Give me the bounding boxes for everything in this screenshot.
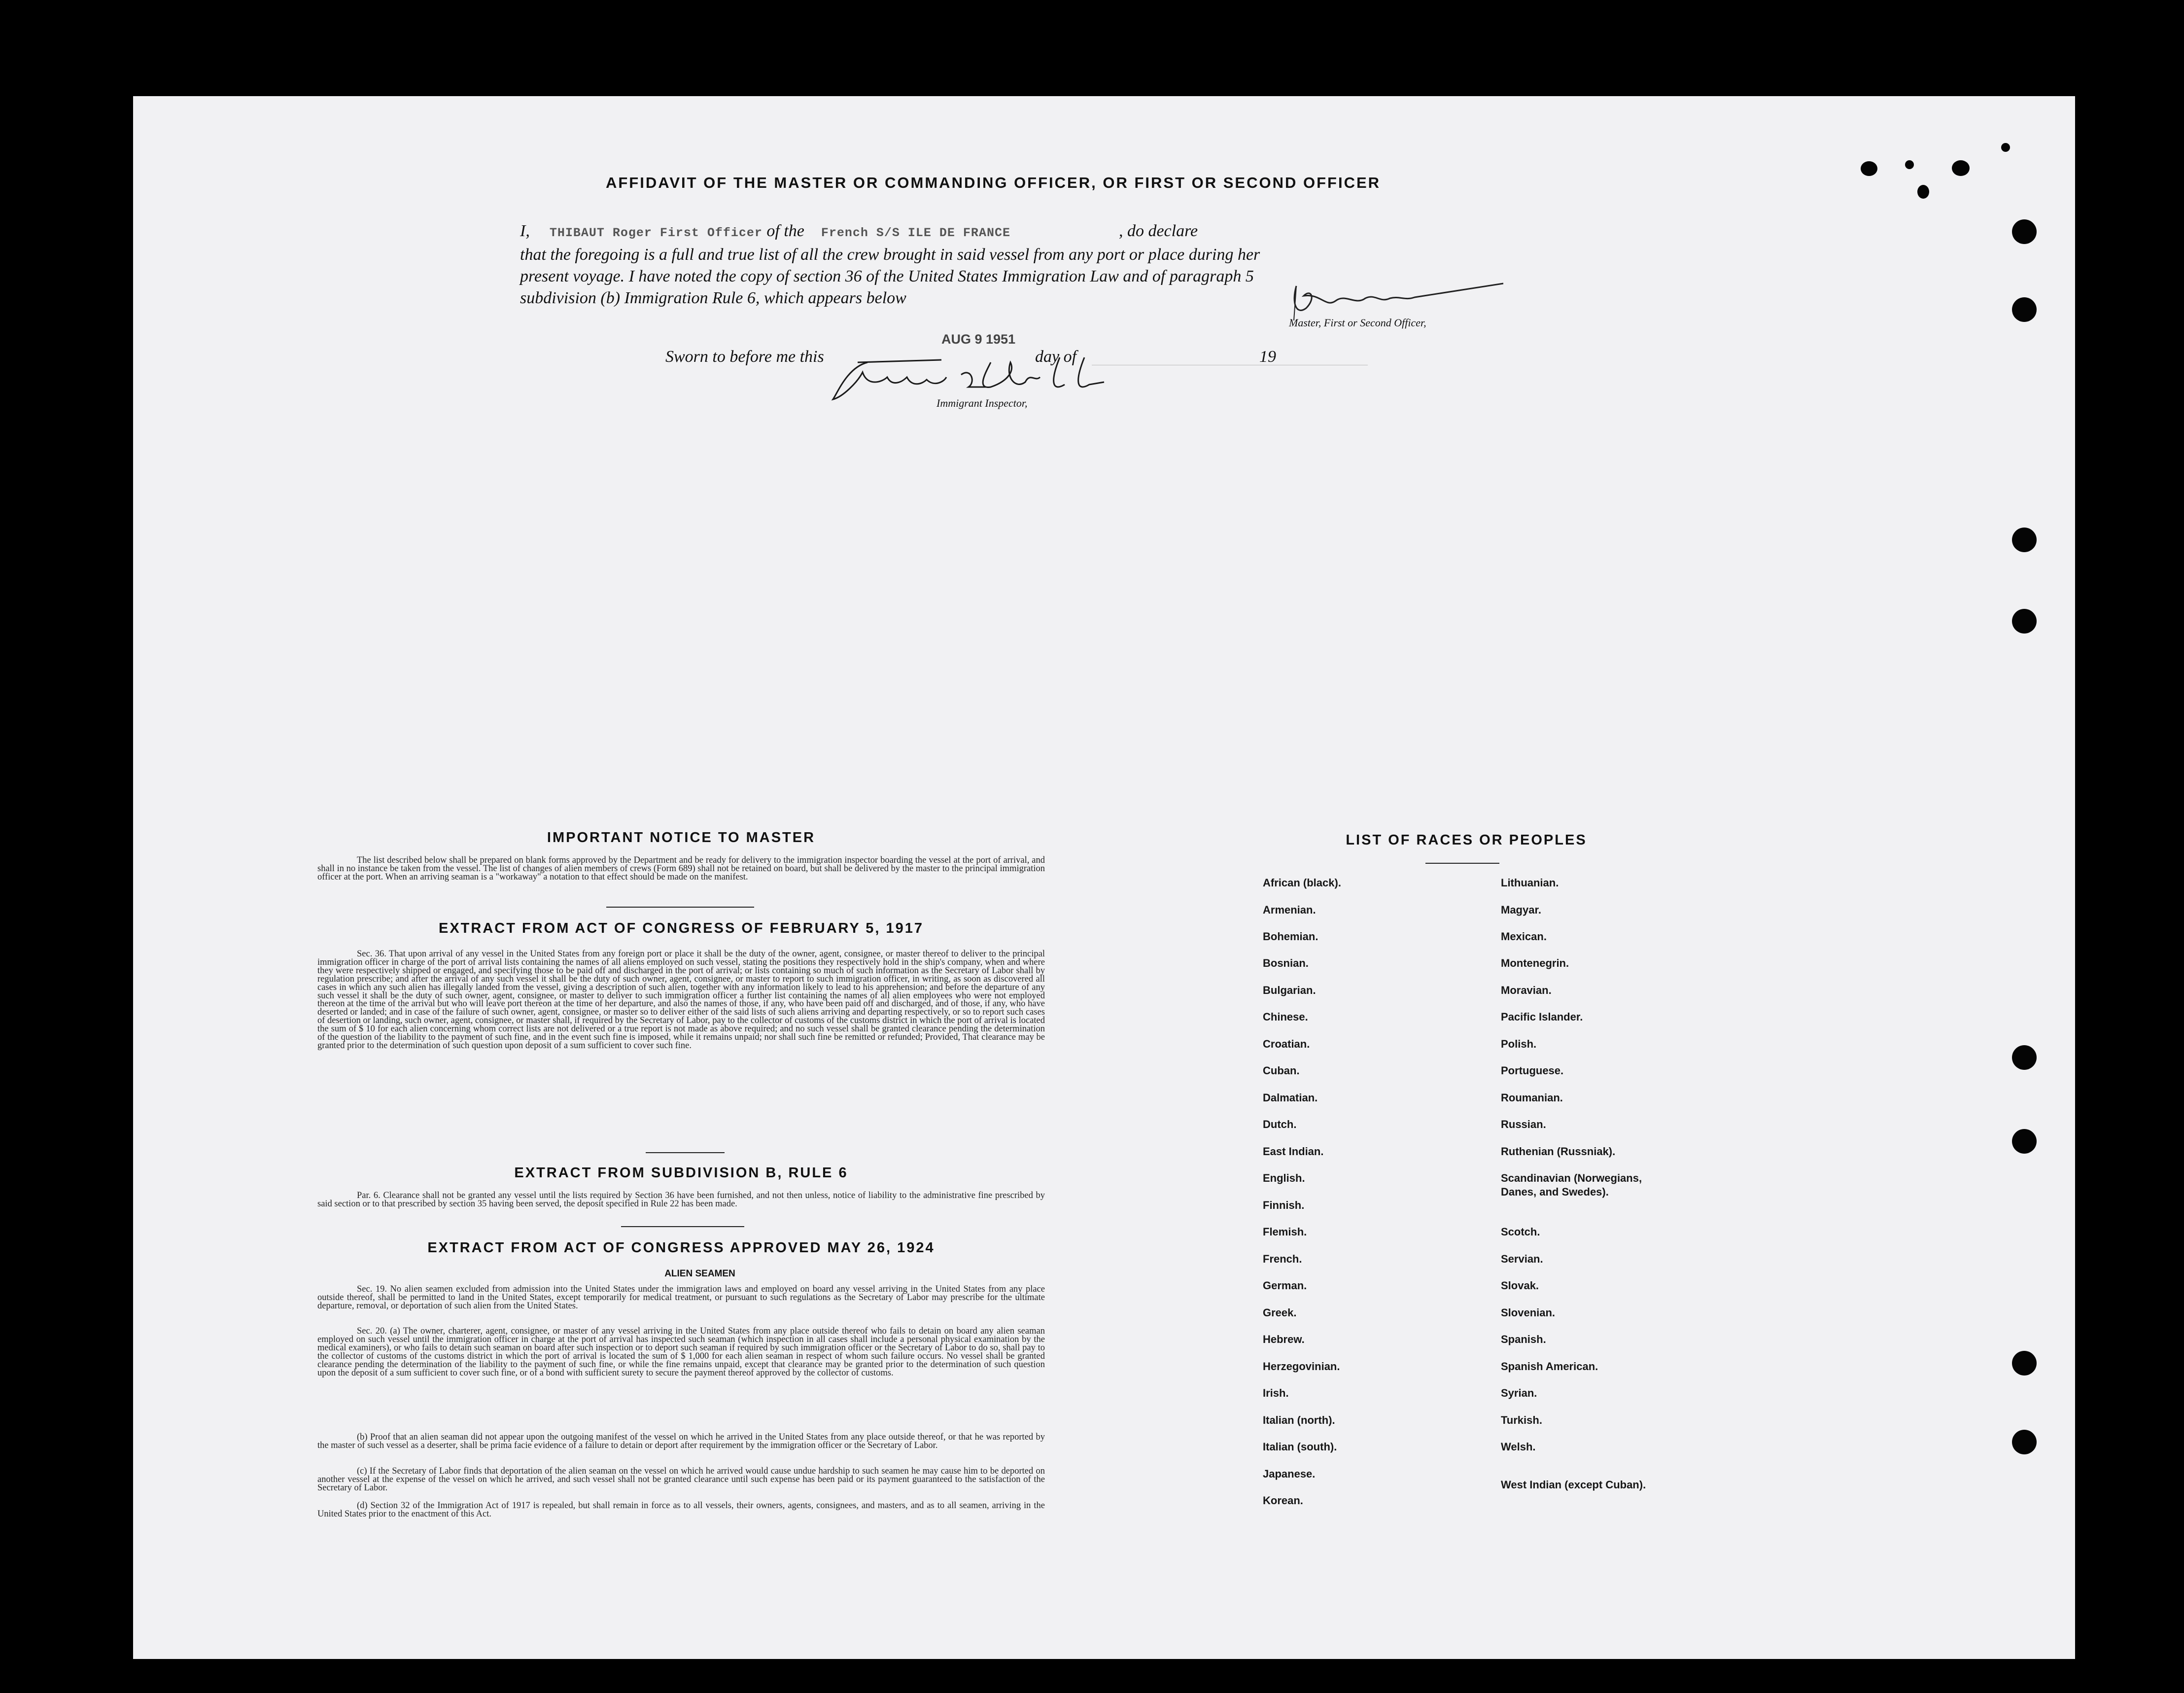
race-item: Irish. [1263,1387,1289,1399]
race-item: Mexican. [1501,930,1547,943]
race-item: West Indian (except Cuban). [1501,1479,1646,1491]
race-item: Greek. [1263,1306,1297,1319]
race-item: Portuguese. [1501,1064,1564,1077]
do-declare-text: , do declare [1118,222,1198,240]
ink-spot [2001,143,2010,152]
race-item: German. [1263,1279,1307,1292]
race-item: Slovak. [1501,1279,1539,1292]
extract-rule6-title: EXTRACT FROM SUBDIVISION B, RULE 6 [514,1165,848,1181]
race-item: English. [1263,1172,1305,1184]
race-item: Armenian. [1263,904,1316,916]
sec20c-text: (c) If the Secretary of Labor finds that deportation of the alien seaman on the vessel on which he arrived would cause undue hardship to such seamen he may cause him to be deported on another vessel at the expense of the vessel on which he arrived, and such vessel shall not be granted clearance until such expense has been paid or its payment guaranteed to the satisfaction of the Secretary of Labor. [317,1466,1045,1493]
punch-hole [2012,297,2037,322]
race-item: East Indian. [1263,1145,1324,1158]
year-prefix: 19 [1259,348,1276,366]
punch-hole [2012,609,2037,634]
alien-seamen-subtitle: ALIEN SEAMEN [664,1269,735,1279]
race-item: Herzegovinian. [1263,1360,1340,1373]
punch-hole [2012,1430,2037,1454]
ink-spot [1952,160,1970,176]
race-item: Syrian. [1501,1387,1537,1399]
races-title-rule [1425,863,1499,864]
race-item: Slovenian. [1501,1306,1556,1319]
extract-1917-text: Sec. 36. That upon arrival of any vessel in the United States from any foreign port or place it shall be the duty of the owner, agent, consignee, or master thereof to deliver to the principal immigration officer in charge of the port of arrival lists containing the names of all aliens employed on such vessel, stating the positions they respectively hold in the ship's company, when and where they were respectively shipped or engaged, and specifying those to be paid off and discharged in the port of arrival; or lists containing so much of such information as the Secretary of Labor shall by regulation prescribe; and after the arrival of any such vessel it shall be the duty of such owner, agent, consignee, or master to report to such immigration officer, in writing, as soon as discovered all cases in which any such alien has illegally landed from the vessel, giving a description of such alien, together with any information likely to lead to his apprehension; and before the departure of any such vessel it shall be the duty of such owner, agent, consignee, or master to deliver to such immigration officer a further list containing the names of all alien employees who were not employed thereon at the time of the arrival but who will leave port thereon at the time of her departure, and also the names of those, if any, who have been paid off and discharged, and of those, if any, who have deserted or landed; and in case of the failure of such owner, agent, consignee, or master so to deliver either of the said lists of such aliens arriving and departing respectively, or so to report such cases of desertion or landing, such owner, agent, consignee, or master shall, if required by the Secretary of Labor, pay to the collector of customs of the customs district in which the port of arrival is located the sum of $ 10 for each alien concerning whom correct lists are not delivered or a true report is not made as above required; and no such vessel shall be granted clearance pending the determination of the question of the liability to the payment of such fine, and in the event such fine is imposed, while it remains unpaid; nor shall such fine be remitted or refunded; Provided, That clearance may be granted prior to the determination of such question upon deposit of a sum sufficient to cover such fine. [317,949,1045,1051]
notice-title: IMPORTANT NOTICE TO MASTER [547,830,816,846]
document-sheet [133,96,2075,1659]
of-the-text: of the [766,222,804,240]
officer-signature [1282,274,1503,323]
sec20b-text: (b) Proof that an alien seaman did not appear upon the outgoing manifest of the vessel on which he arrived in the United States from any place outside thereof, or that he was reported by the master of such vessel as a deserter, shall be prima facie evidence of a failure to detain or deport after requirement by the immigration officer or the Secretary of Labor. [317,1432,1045,1450]
race-item: Flemish. [1263,1226,1307,1238]
race-item: Croatian. [1263,1038,1310,1050]
race-item: Spanish American. [1501,1360,1598,1373]
race-item: Roumanian. [1501,1092,1563,1104]
race-item: Italian (north). [1263,1414,1335,1426]
extract-rule6-text: Par. 6. Clearance shall not be granted any vessel until the lists required by Section 36 have been furnished, and not then unless, notice of liability to the administrative fine prescribed by said section or to that prescribed by section 35 having been served, the deposit specified in Rule 22 has been made. [317,1191,1045,1209]
punch-hole [2012,1351,2037,1376]
race-item: Dutch. [1263,1118,1297,1130]
declaration-line-3: present voyage. I have noted the copy of section 36 of the United States Immigration Law and of paragraph 5 [520,267,1254,285]
race-item: Pacific Islander. [1501,1011,1583,1023]
race-item: Scandinavian (Norwegians, Danes, and Swedes). [1501,1172,1642,1198]
punch-hole [2012,1045,2037,1070]
race-item: Ruthenian (Russniak). [1501,1145,1616,1158]
sec19-text: Sec. 19. No alien seamen excluded from admission into the United States under the immigration laws and employed on board any vessel arriving in the United States from any place outside thereof, shall be permitted to land in the United States, except temporarily for medical treatment, or pursuant to such regulations as the Secretary of Labor may prescribe for the ultimate departure, removal, or deportation of such alien from the United States. [317,1284,1045,1311]
date-stamp: AUG 9 1951 [941,332,1016,347]
officer-caption: Master, First or Second Officer, [1289,317,1426,329]
extract-1924-title: EXTRACT FROM ACT OF CONGRESS APPROVED MAY 26, 1924 [427,1240,935,1256]
punch-hole [2012,1129,2037,1154]
race-item: Russian. [1501,1118,1546,1130]
race-item: Spanish. [1501,1333,1546,1345]
race-item: Hebrew. [1263,1333,1305,1345]
race-item: Moravian. [1501,984,1552,996]
race-item: Scotch. [1501,1226,1540,1238]
sworn-text: Sworn to before me this [665,348,824,366]
race-item: Magyar. [1501,904,1541,916]
race-item: African (black). [1263,877,1341,889]
extract-1917-title: EXTRACT FROM ACT OF CONGRESS OF FEBRUARY 5, 1917 [438,920,924,936]
race-item: Dalmatian. [1263,1092,1318,1104]
race-item: Polish. [1501,1038,1537,1050]
typed-vessel-name: French S/S ILE DE FRANCE [821,226,1010,240]
sec20-text: Sec. 20. (a) The owner, charterer, agent, consignee, or master of any vessel arriving in the United States from any place outside thereof who fails to detain on board any alien seaman employed on such vessel until the immigration officer in charge at the port of arrival has inspected such seaman (which inspection in all cases shall include a personal physical examination by the medical examiners), or who fails to detain such seaman on board after such inspection or to deport such seaman if required by such immigration officer or the Secretary of Labor to do so, shall pay to the collector of customs of the customs district in which the port of arrival is located the sum of $ 1,000 for each alien seaman in respect of whom such failure occurs. No vessel shall be granted clearance pending the determination of the liability to the payment of such fine, or while the fine remains unpaid, except that clearance may be granted prior to the determination of such question upon the deposit of a sum sufficient to cover such fine, or of a bond with sufficient surety to secure the payment thereof approved by the collector of customs. [317,1326,1045,1378]
ink-spot [1917,185,1929,199]
race-item: French. [1263,1253,1302,1265]
pronoun: I, [520,222,530,240]
race-item: Chinese. [1263,1011,1308,1023]
race-item: Bosnian. [1263,957,1309,969]
declaration-line-1 [520,220,1461,244]
race-item: Italian (south). [1263,1441,1337,1453]
section-divider [621,1226,744,1227]
ink-spot [1861,161,1877,176]
race-item: Japanese. [1263,1468,1316,1480]
ink-spot [1905,160,1914,169]
sec20d-text: (d) Section 32 of the Immigration Act of 1917 is repealed, but shall remain in force as to all vessels, their owners, agents, consignees, and masters, and as to all seamen, arriving in the United States prior to the enactment of this Act. [317,1501,1045,1519]
declaration-line-4: subdivision (b) Immigration Rule 6, which appears below [520,289,906,307]
typed-officer-name: THIBAUT Roger First Officer [549,226,763,240]
affidavit-title: AFFIDAVIT OF THE MASTER OR COMMANDING OFFICER, OR FIRST OR SECOND OFFICER [605,174,1381,191]
races-list-title: LIST OF RACES OR PEOPLES [1346,832,1587,848]
race-item: Welsh. [1501,1441,1536,1453]
section-divider [606,907,754,908]
race-item: Finnish. [1263,1199,1305,1211]
punch-hole [2012,219,2037,244]
race-item: Bohemian. [1263,930,1318,943]
race-item: Korean. [1263,1494,1303,1507]
section-divider [646,1152,725,1153]
race-item: Servian. [1501,1253,1543,1265]
declaration-line-2: that the foregoing is a full and true list of all the crew brought in said vessel from any port or place during her [520,246,1260,264]
race-item: Bulgarian. [1263,984,1316,996]
race-item: Turkish. [1501,1414,1542,1426]
race-item: Montenegrin. [1501,957,1569,969]
punch-hole [2012,528,2037,552]
race-item: Cuban. [1263,1064,1300,1077]
notice-text: The list described below shall be prepared on blank forms approved by the Department and be ready for delivery to the immigration inspector boarding the vessel at the port of arrival, and shall in no instance be taken from the vessel. The list of changes of alien members of crews (Form 689) shall not be retained on board, but shall be delivered by the master to the principal immigration officer at the port. When an arriving seaman is a "workaway" a notation to that effect should be made on the manifest. [317,855,1045,882]
day-of-text: day of [1035,348,1077,366]
inspector-caption: Immigrant Inspector, [936,397,1028,409]
race-item: Lithuanian. [1501,877,1559,889]
